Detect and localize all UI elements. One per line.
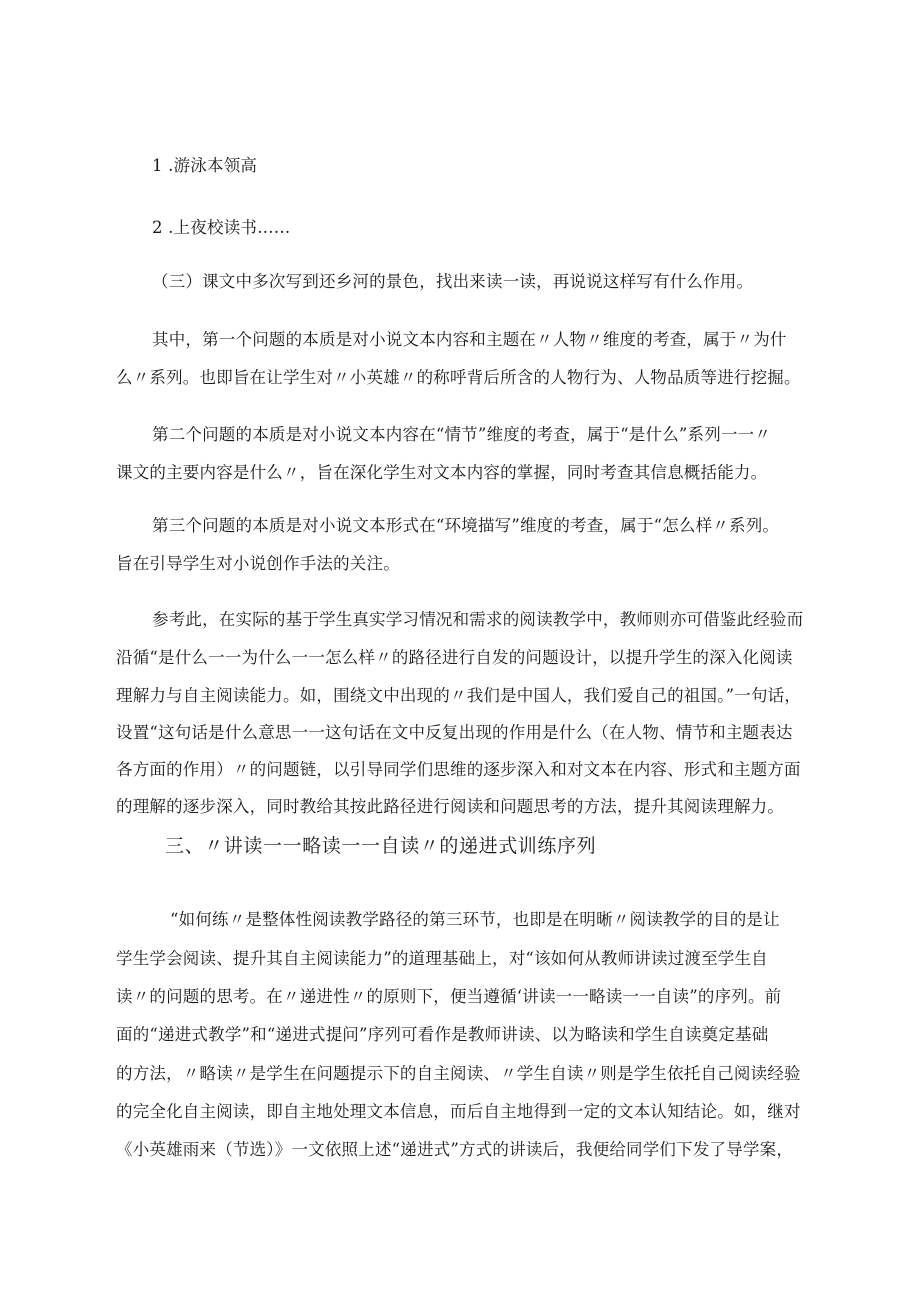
para-section-line-6: 的完全化自主阅读，即自主地处理文本信息，而后自主地得到一定的文本认知结论。如，继对 bbox=[116, 1102, 801, 1121]
question-three: （三）课文中多次写到还乡河的景色，找出来读一读，再说说这样写有什么作用。 bbox=[152, 272, 754, 291]
para-q2-line-2: 课文的主要内容是什么〃，旨在深化学生对文本内容的掌握，同时考查其信息概括能力。 bbox=[116, 463, 768, 482]
para-section-line-3: 读〃的问题的思考。在〃递进性〃的原则下，便当遵循‘讲读一一略读一一自读”的序列。前 bbox=[116, 987, 782, 1006]
para-section-line-5: 的方法，〃略读〃是学生在问题提示下的自主阅读、〃学生自读〃则是学生依托自己阅读经验 bbox=[116, 1064, 801, 1083]
para-section-line-7: 《小英雄雨来（节选）》一文依照上述“递进式”方式的讲读后，我便给同学们下发了导学案， bbox=[116, 1140, 794, 1159]
para-section-line-1: “如何练〃是整体性阅读教学路径的第三环节，也即是在明晰〃阅读教学的目的是让 bbox=[170, 910, 780, 929]
para-q1-line-2: 么〃系列。也即旨在让学生对〃小英雄〃的称呼背后所含的人物行为、人物品质等进行挖掘。 bbox=[116, 368, 801, 387]
list-item-1: 1 .游泳本领高 bbox=[152, 156, 258, 175]
para-reference-line-6: 的理解的逐步深入，同时教给其按此路径进行阅读和问题思考的方法，提升其阅读理解力。 bbox=[116, 797, 784, 816]
list-item-2: 2 .上夜校读书…… bbox=[152, 218, 291, 237]
para-reference-line-5: 各方面的作用）〃的问题链，以引导同学们思维的逐步深入和对文本在内容、形式和主题方面 bbox=[116, 760, 801, 779]
para-section-line-4: 面的“递进式教学”和“递进式提问”序列可看作是教师讲读、以为略读和学生自读奠定基础 bbox=[116, 1025, 769, 1044]
para-reference-line-3: 理解力与自主阅读能力。如，围绕文中出现的〃我们是中国人，我们爱自己的祖国。”一句话， bbox=[116, 686, 802, 705]
para-section-line-2: 学生学会阅读、提升其自主阅读能力”的道理基础上，对“该如何从教师讲读过渡至学生自 bbox=[116, 949, 768, 968]
para-reference-line-2: 沿循“是什么一一为什么一一怎么样〃的路径进行自发的问题设计，以提升学生的深入化阅读 bbox=[116, 648, 793, 667]
para-reference-line-1: 参考此，在实际的基于学生真实学习情况和需求的阅读教学中，教师则亦可借鉴此经验而 bbox=[152, 610, 804, 629]
section-heading: 三、〃讲读一一略读一一自读〃的递进式训练序列 bbox=[165, 835, 597, 857]
para-q2-line-1: 第二个问题的本质是对小说文本内容在“情节”维度的考查，属于“是什么”系列一一〃 bbox=[152, 425, 772, 444]
para-q3-line-1: 第三个问题的本质是对小说文本形式在“环境描写”维度的考查，属于“怎么样〃系列。 bbox=[152, 516, 780, 535]
para-q3-line-2: 旨在引导学生对小说创作手法的关注。 bbox=[116, 554, 400, 573]
para-reference-line-4: 设置“这句话是什么意思一一这句话在文中反复出现的作用是什么（在人物、情节和主题表达 bbox=[116, 723, 793, 742]
para-q1-line-1: 其中，第一个问题的本质是对小说文本内容和主题在〃人物〃维度的考查，属于〃为什 bbox=[152, 330, 787, 349]
